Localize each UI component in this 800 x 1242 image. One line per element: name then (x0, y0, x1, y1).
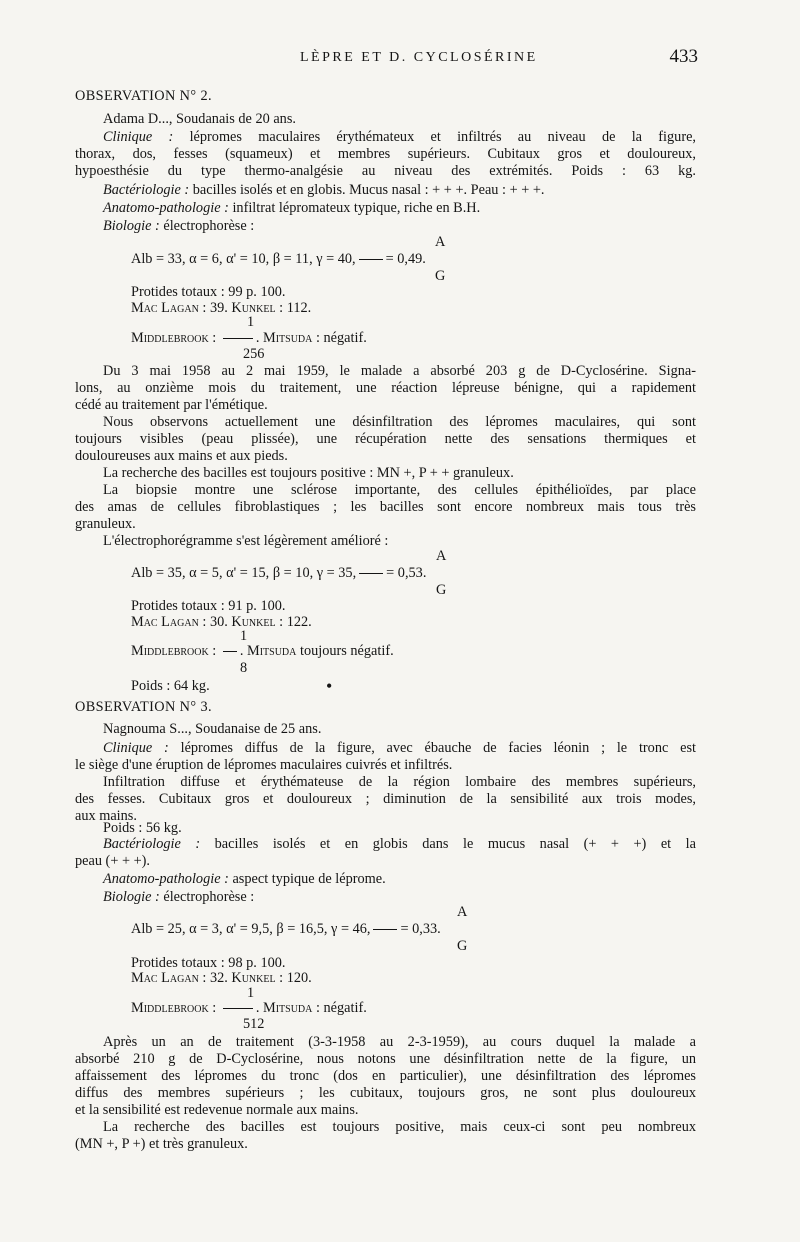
obs2-patient: Adama D..., Soudanais de 20 ans. (103, 111, 296, 127)
obs3-para1-line2: absorbé 210 g de D-Cyclosérine, nous notons une désinfiltration nette de la figure, un (75, 1051, 696, 1067)
obs2-protides2: Protides totaux : 91 p. 100. (131, 598, 286, 614)
obs3-para2-line1: La recherche des bacilles est toujours positive, mais ceux-ci sont peu nombreux (103, 1119, 696, 1135)
obs2-para4-line2: des amas de cellules fibroblastiques ; les bacilles sont encore nombreux mais tous très (75, 499, 696, 515)
obs2-middlebrook1-denominator: 256 (243, 346, 265, 362)
obs2-para4-line1: La biopsie montre une sclérose importante, des cellules épithélioïdes, par place (103, 482, 696, 498)
obs2-ratio2-denominator: G (436, 582, 447, 598)
obs2-clinique-line1: Clinique : lépromes maculaires érythémateux et infiltrés au niveau de la figure, (103, 129, 696, 145)
obs2-para2-line1: Nous observons actuellement une désinfiltration des lépromes maculaires, qui sont (103, 414, 696, 430)
obs2-para4-line3: granuleux. (75, 516, 136, 532)
obs3-electrophorese: Alb = 25, α = 3, α' = 9,5, β = 16,5, γ = 46, = 0,33. (131, 921, 441, 937)
obs2-electrophorese1: Alb = 33, α = 6, α' = 10, β = 11, γ = 40, = 0,49. (131, 251, 426, 267)
obs2-para3: La recherche des bacilles est toujours positive : MN +, P + + granuleux. (103, 465, 514, 481)
obs3-protides: Protides totaux : 98 p. 100. (131, 955, 286, 971)
obs3-heading: OBSERVATION N° 3. (75, 699, 213, 715)
obs3-middlebrook: Middlebrook : . Mitsuda : négatif. (131, 1000, 367, 1016)
obs3-bacteriologie-line2: peau (+ + +). (75, 853, 150, 869)
obs3-para1-line5: et la sensibilité est redevenue normale aux mains. (75, 1102, 359, 1118)
obs2-para2-line2: toujours visibles (peau plissée), une récupération nette des sensations thermiques et (75, 431, 696, 447)
obs2-middlebrook1: Middlebrook : . Mitsuda : négatif. (131, 330, 367, 346)
obs2-anatomo-pathologie: Anatomo-pathologie : infiltrat lépromateux typique, riche en B.H. (103, 200, 481, 216)
obs3-para1-line1: Après un an de traitement (3-3-1958 au 2-3-1959), au cours duquel la malade a (103, 1034, 696, 1050)
obs2-para1-line3: cédé au traitement par l'émétique. (75, 397, 268, 413)
obs3-middlebrook-denominator: 512 (243, 1016, 265, 1032)
obs3-middlebrook-numerator: 1 (247, 985, 255, 1001)
obs3-bacteriologie-line1: Bactériologie : bacilles isolés et en globis dans le mucus nasal (+ + +) et la (103, 836, 696, 852)
obs2-ratio1-numerator: A (435, 234, 446, 250)
obs2-protides1: Protides totaux : 99 p. 100. (131, 284, 286, 300)
running-header (0, 46, 800, 70)
obs3-anatomo-pathologie: Anatomo-pathologie : aspect typique de léprome. (103, 871, 386, 887)
obs2-para2-line3: douloureuses aux mains et aux pieds. (75, 448, 288, 464)
obs3-clinique-line1: Clinique : lépromes diffus de la figure, avec ébauche de facies léonin ; le tronc est (103, 740, 696, 756)
obs2-clinique-line3: hypoesthésie du type thermo-analgésie au niveau des extrémités. Poids : 63 kg. (75, 163, 696, 179)
obs2-middlebrook2: Middlebrook : . Mitsuda toujours négatif. (131, 643, 394, 659)
obs3-infiltration-line3: aux mains. (75, 808, 137, 824)
obs3-clinique-line2: le siège d'une éruption de lépromes maculaires cuivrés et infiltrés. (75, 757, 453, 773)
ink-speck: • (326, 676, 333, 696)
obs2-ratio2-numerator: A (436, 548, 447, 564)
obs3-tests: Mac Lagan : 32. Kunkel : 120. (131, 970, 312, 986)
obs3-para2-line2: (MN +, P +) et très granuleux. (75, 1136, 248, 1152)
obs2-middlebrook2-denominator: 8 (240, 660, 248, 676)
obs3-para1-line3: affaissement des lépromes du tronc (dos en particulier), une désinfiltration des lépromes (75, 1068, 696, 1084)
obs3-infiltration-line2: des fesses. Cubitaux gros et douloureux ; diminution de la sensibilité aux trois modes, (75, 791, 696, 807)
obs2-middlebrook2-numerator: 1 (240, 628, 248, 644)
obs3-patient: Nagnouma S..., Soudanaise de 25 ans. (103, 721, 322, 737)
obs2-tests1: Mac Lagan : 39. Kunkel : 112. (131, 300, 312, 316)
obs2-ratio1-denominator: G (435, 268, 446, 284)
obs3-para1-line4: diffus des membres supérieurs ; les cubitaux, toujours gros, ne sont plus douloureux (75, 1085, 696, 1101)
obs2-poids: Poids : 64 kg. (131, 678, 210, 694)
obs2-electrophorese2: Alb = 35, α = 5, α' = 15, β = 10, γ = 35, = 0,53. (131, 565, 427, 581)
obs3-poids: Poids : 56 kg. (103, 820, 182, 836)
obs2-para5: L'électrophorégramme s'est légèrement amélioré : (103, 533, 389, 549)
obs3-ratio-numerator: A (457, 904, 468, 920)
obs3-biologie: Biologie : électrophorèse : (103, 889, 255, 905)
obs3-ratio-denominator: G (457, 938, 468, 954)
obs2-middlebrook1-numerator: 1 (247, 314, 255, 330)
obs2-heading: OBSERVATION N° 2. (75, 88, 213, 104)
obs2-bacteriologie: Bactériologie : bacilles isolés et en globis. Mucus nasal : + + +. Peau : + + +. (103, 182, 545, 198)
obs3-infiltration-line1: Infiltration diffuse et érythémateuse de la région lombaire des membres supérieurs, (103, 774, 696, 790)
obs2-clinique-line2: thorax, dos, fesses (squameux) et membres supérieurs. Cubitaux gros et douloureux, (75, 146, 696, 162)
page-number: 433 (669, 46, 698, 67)
obs2-biologie: Biologie : électrophorèse : (103, 218, 255, 234)
header-title: LÈPRE ET D. CYCLOSÉRINE (300, 50, 538, 65)
obs2-para1-line2: lons, au onzième mois du traitement, une réaction lépreuse bénigne, qui a rapidement (75, 380, 696, 396)
obs2-tests2: Mac Lagan : 30. Kunkel : 122. (131, 614, 312, 630)
obs2-para1-line1: Du 3 mai 1958 au 2 mai 1959, le malade a absorbé 203 g de D-Cyclosérine. Signa- (103, 363, 696, 379)
